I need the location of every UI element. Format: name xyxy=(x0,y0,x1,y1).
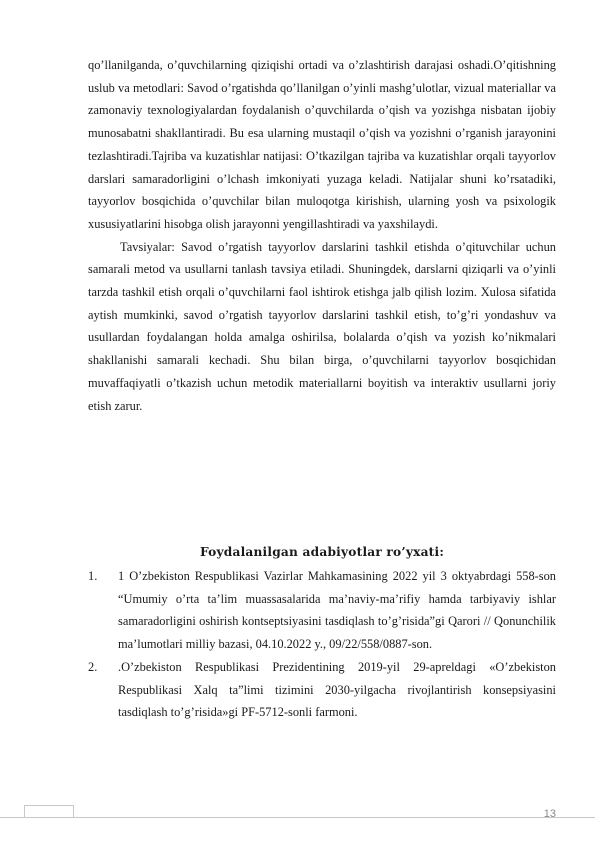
body-paragraph-2: Tavsiyalar: Savod o’rgatish tayyorlov darslarini tashkil etishda o’qituvchilar uchun samarali metod va usullarni tanlash tavsiya etiladi. Shuningdek, darslarni qiziqarli va o’yinli tarzda tashkil etish orqali o’quvchilarni faol ishtirok etishga jalb qilish lozim. Xulosa sifatida aytish mumkinki, savod o’rgatish tayyorlov darslarini tashkil etish, to’g’ri yondashuv va usullardan foydalangan holda amalga oshirilsa, bolalarda o’qish va yozish ko’nikmalari shakllanishi samarali kechadi. Shu bilan birga, o’quvchilarni tayyorlov bosqichidan muvaffaqiyatli o’tkazish uchun metodik materiallarni boyitish va interaktiv usullarni joriy etish zarur. xyxy=(88,239,556,413)
reference-text: .O’zbekiston Respublikasi Prezidentining 2019-yil 29-apreldagi «O’zbekiston Respublikasi Xalq ta”limi tizimini 2030-yilgacha rivojlantirish konsepsiyasini tasdiqlash to’g’risida»gi PF-5712-sonli farmoni. xyxy=(118,659,556,720)
body-text xyxy=(88,54,556,417)
reference-number: 2. xyxy=(88,659,98,674)
references-heading: Foydalanilgan adabiyotlar ro’yxati: xyxy=(199,545,445,559)
reference-item xyxy=(88,656,556,724)
references-list xyxy=(88,565,556,724)
reference-text: 1 O’zbekiston Respublikasi Vazirlar Mahkamasining 2022 yil 3 oktyabrdagi 558-son “Umumiy o’rta ta’lim muassasalarida ma’naviy-ma’rifiy hamda tarbiyaviy ishlar samaradorligini oshirish kontseptsiyasini tasdiqlash to’g’risida”gi Qarori // Qonunchilik ma’lumotlari milliy bazasi, 04.10.2022 y., 09/22/558/0887-son. xyxy=(118,569,556,652)
reference-number: 1. xyxy=(88,569,98,583)
footer-rule xyxy=(0,817,595,818)
reference-item xyxy=(88,565,556,656)
page-number: 13 xyxy=(543,808,556,820)
body-paragraph-1: qo’llanilganda, o’quvchilarning qiziqishi ortadi va o’zlashtirish darajasi oshadi.O’qitishning uslub va metodlari: Savod o’rgatishda qo’llanilgan o’yinli mashg’ulotlar, vizual materiallar va zamonaviy texnologiyalardan foydalanish o’quvchilarda o’qish va yozishga nisbatan ijobiy munosabatni shakllantiradi. Bu esa ularning mustaqil o’qish va yozishni o’rganish jarayonini tezlashtiradi.Tajriba va kuzatishlar natijasi: O’tkazilgan tajriba va kuzatishlar orqali tayyorlov darslari samaradorligini o’lchash imkoniyati yuzaga keladi. Natijalar shuni ko’rsatadiki, tayyorlov bosqichida o’quvchilar bilan muloqotga kirishish, ularning yosh va psixologik xususiyatlarini hisobga olish jarayonni yengillashtiradi va yaxshilaydi. xyxy=(88,58,556,231)
